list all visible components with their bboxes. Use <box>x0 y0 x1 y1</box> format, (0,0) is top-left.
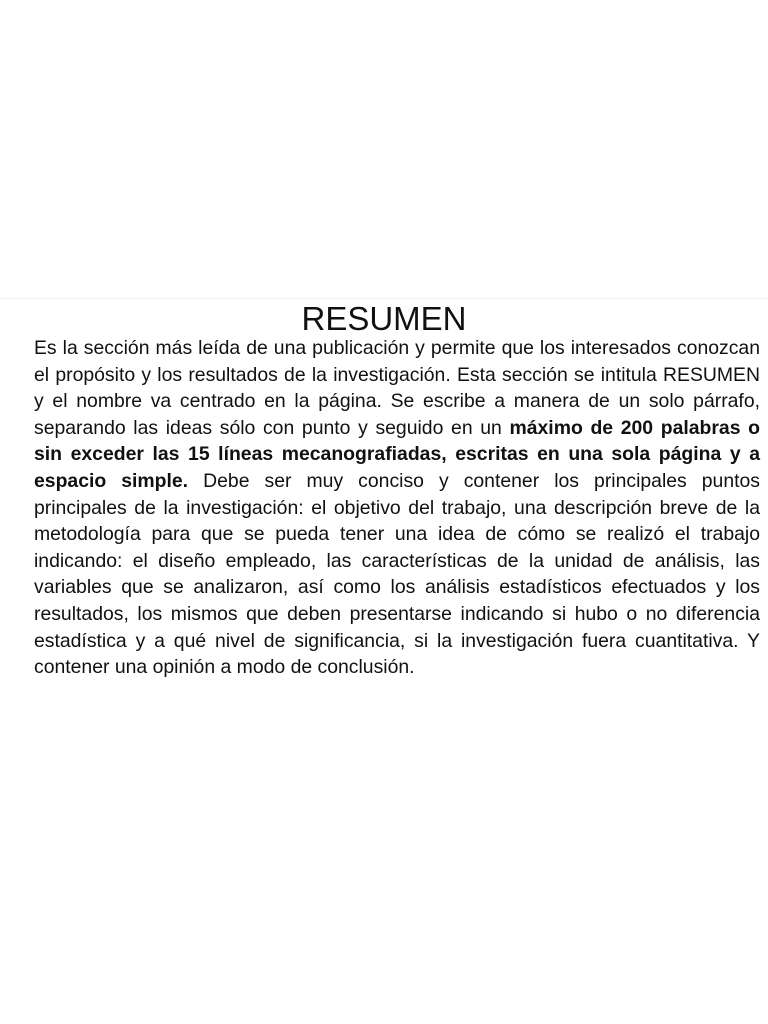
paragraph-text-rest: Debe ser muy conciso y contener los principales puntos principales de la investigación: el objetivo del trabajo, una descripción breve de la metodología para que se pueda tener una idea de cómo se realizó el trabajo indicando: el diseño empleado, las características de la unidad de análisis, las variables que se analizaron, así como los análisis estadísticos efectuados y los resultados, los mismos que deben presentarse indicando si hubo o no diferencia estadística y a qué nivel de significancia, si la investigación fuera cuantitativa. Y contener una opinión a modo de conclusión. <box>34 469 760 679</box>
slide-content <box>0 298 768 728</box>
page-title: RESUMEN <box>301 300 467 337</box>
paragraph-text-bold: máximo de 200 palabras o sin exceder las 15 líneas mecanografiadas, escritas en una sola página y a espacio simple. <box>34 416 761 492</box>
paragraph-text-intro: Es la sección más leída de una publicación y permite que los interesados conozcan el propósito y los resultados de la investigación. Esta sección se intitula RESUMEN y el nombre va centrado en la página. Se escribe a manera de un solo párrafo, separando las ideas sólo con punto y seguido en un <box>34 337 760 439</box>
body-paragraph <box>34 335 760 681</box>
